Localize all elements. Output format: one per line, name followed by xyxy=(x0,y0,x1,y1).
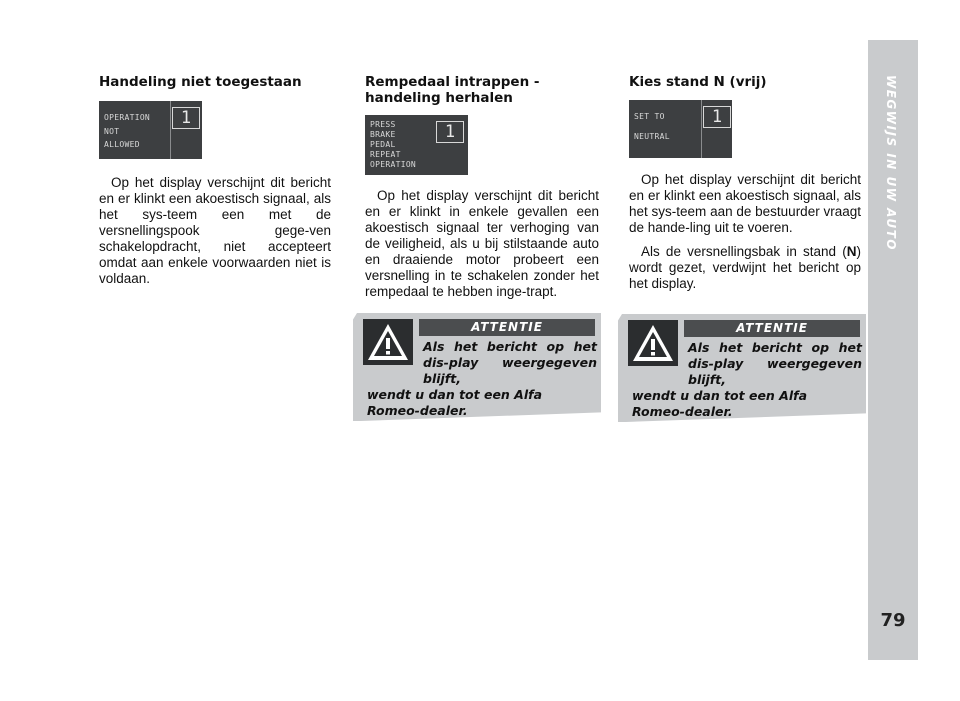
display-line: SET TO xyxy=(634,112,665,121)
warning-text-full: wendt u dan tot een Alfa Romeo-dealer. xyxy=(367,387,543,418)
warning-text-indented: Als het bericht op het dis-play weergegeven blijft, xyxy=(423,339,597,386)
display-line xyxy=(634,122,670,132)
display-panel xyxy=(365,115,468,175)
display-line: REPEAT xyxy=(370,150,401,159)
warning-text-indented: Als het bericht op het dis-play weergegeven blijft, xyxy=(688,340,862,387)
paragraph xyxy=(629,244,861,292)
section-heading: Kies stand N (vrij) xyxy=(629,74,767,90)
display-line: ALLOWED xyxy=(104,140,140,149)
display-panel xyxy=(629,100,732,158)
body-text xyxy=(99,175,331,295)
body-text xyxy=(365,188,599,308)
heading-line: handeling herhalen xyxy=(365,90,513,106)
gear-indicator: 1 xyxy=(436,121,464,143)
display-panel xyxy=(99,101,202,159)
page-number: 79 xyxy=(880,610,906,631)
warning-box xyxy=(353,313,601,421)
body-text xyxy=(629,172,861,300)
chapter-title: WEGWIJS IN UW AUTO xyxy=(884,75,898,251)
warning-banner: ATTENTIE xyxy=(684,320,860,337)
display-line: NEUTRAL xyxy=(634,132,670,141)
display-line: OPERATION xyxy=(104,113,151,122)
display-divider xyxy=(701,100,702,158)
gear-letter: N xyxy=(846,244,857,259)
paragraph-part: Als de versnellingsbak in stand ( xyxy=(641,244,847,259)
display-divider xyxy=(170,101,171,159)
display-line: OPERATION xyxy=(370,160,417,169)
gear-indicator: 1 xyxy=(703,106,731,128)
display-text xyxy=(370,120,416,170)
warning-text-full: wendt u dan tot een Alfa Romeo-dealer. xyxy=(632,388,808,419)
section-heading: Handeling niet toegestaan xyxy=(99,74,302,90)
column-set-to-neutral xyxy=(629,74,861,90)
paragraph-part: ) wordt gezet, verdwijnt het bericht op het display. xyxy=(629,244,861,291)
warning-box xyxy=(618,314,866,422)
warning-text xyxy=(367,339,597,419)
display-line: BRAKE xyxy=(370,130,396,139)
warning-banner: ATTENTIE xyxy=(419,319,595,336)
section-heading xyxy=(365,74,600,106)
display-line: NOT xyxy=(104,126,120,136)
warning-text xyxy=(632,340,862,420)
paragraph: Op het display verschijnt dit bericht en er klinkt een akoestisch signaal, als het sys-teem een met de versnellingspook gege-ven schakelopdracht, niet accepteert omdat aan enkele voorwaarden niet is voldaan. xyxy=(99,175,331,286)
display-text xyxy=(104,111,150,152)
column-press-brake xyxy=(365,74,600,106)
display-text xyxy=(634,112,670,142)
heading-line: Rempedaal intrappen - xyxy=(365,74,540,90)
paragraph: Op het display verschijnt dit bericht en er klinkt een akoestisch signaal, als het sys-teem aan de bestuurder vraagt de hande-ling uit te voeren. xyxy=(629,172,861,235)
display-line: PEDAL xyxy=(370,140,396,149)
paragraph: Op het display verschijnt dit bericht en er klinkt in enkele gevallen een akoestisch signaal ter verhoging van de veiligheid, als u bij stilstaande auto en draaiende motor probeert een versnelling in te schakelen zonder het rempedaal te hebben inge-trapt. xyxy=(365,188,599,299)
column-operation-not-allowed xyxy=(99,74,331,90)
gear-indicator: 1 xyxy=(172,107,200,129)
display-line: PRESS xyxy=(370,120,396,129)
